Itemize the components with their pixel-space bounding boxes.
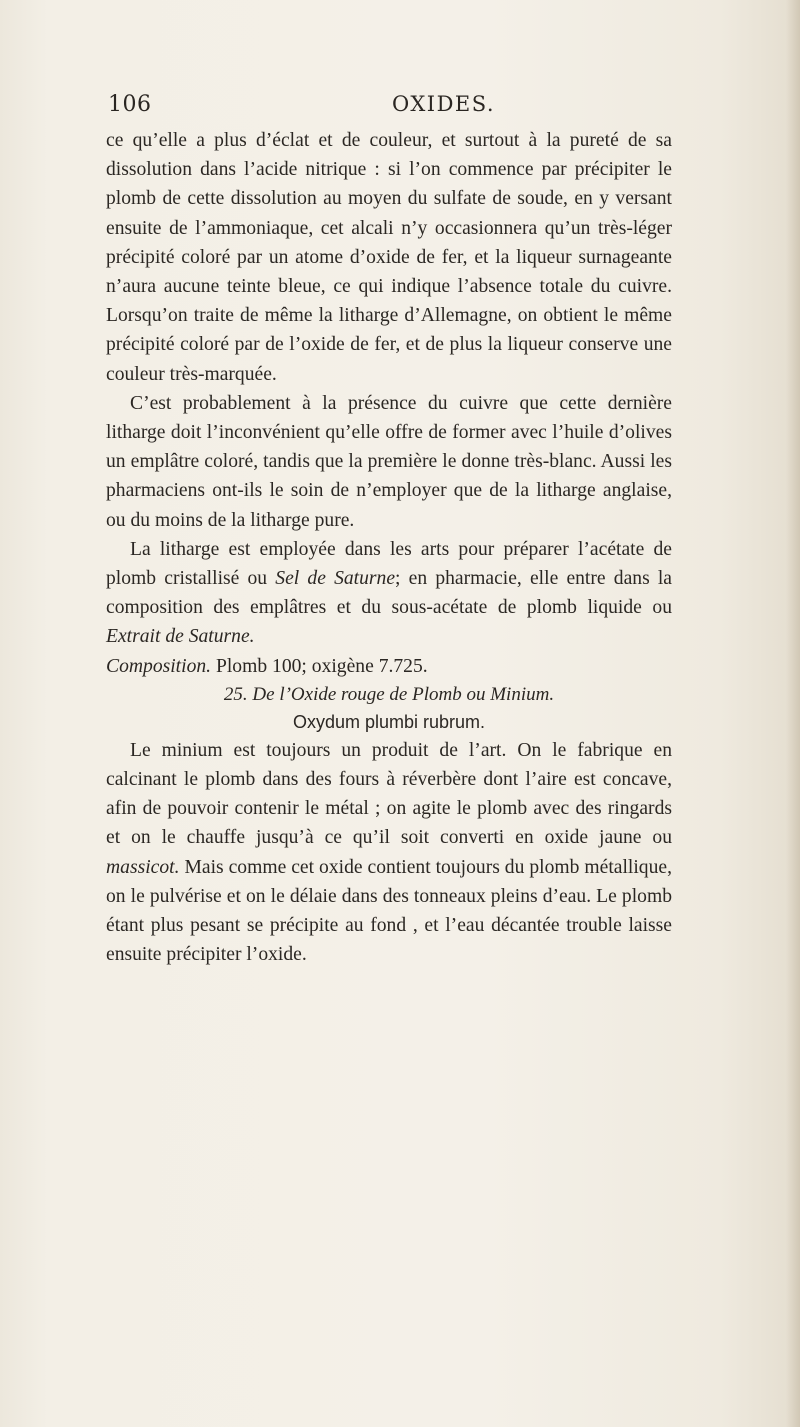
paragraph-4-text-b: Mais comme cet oxide contient toujours du plomb métallique, on le pulvérise et on le délaie dans des tonneaux pleins d’eau. Le plomb étant plus pesant se précipite au fond , et l’eau décantée trouble laisse ensuite précipiter l’oxide. [106, 856, 672, 966]
term-sel-de-saturne: Sel de Saturne [275, 568, 396, 590]
term-extrait-de-saturne: Extrait de Saturne. [106, 626, 255, 648]
paragraph-3 [106, 535, 672, 681]
section-title: De l’Oxide rouge de Plomb ou Minium. [252, 683, 555, 705]
section-heading [106, 681, 672, 708]
composition-label: Composition. [106, 655, 212, 677]
section-latin-name: Oxydum plumbi rubrum. [292, 711, 486, 732]
composition-values: Plomb 100; oxigène 7.725. [211, 655, 428, 677]
term-massicot: massicot. [106, 856, 180, 878]
page-edge-shadow [786, 0, 800, 1427]
paragraph-2: C’est probablement à la présence du cuivre que cette dernière litharge doit l’inconvénient qu’elle offre de former avec l’huile d’olives un emplâtre coloré, tandis que la première le donne très-blanc. Aussi les pharmaciens ont-ils le soin de n’employer que de la litharge anglaise, ou du moins de la litharge pure. [106, 392, 672, 531]
page-header [108, 92, 668, 126]
paragraph-1: ce qu’elle a plus d’éclat et de couleur, et surtout à la pureté de sa dissolution dans l’acide nitrique : si l’on commence par précipiter le plomb de cette dissolution au moyen du sulfate de soude, en y versant ensuite de l’ammoniaque, cet alcali n’y occasionnera qu’un très-léger précipité coloré par un atome d’oxide de fer, et la liqueur surnageante n’aura aucune teinte bleue, ce qui indique l’absence totale du cuivre. Lorsqu’on traite de même la litharge d’Allemagne, on obtient le même précipité coloré par de l’oxide de fer, et de plus la liqueur conserve une couleur très-marquée. [106, 130, 672, 385]
body-text [106, 126, 672, 969]
paragraph-4-text-a: Le minium est toujours un produit de l’art. On le fabrique en calcinant le plomb dans des fours à réverbère dont l’aire est concave, afin de pouvoir contenir le métal ; on agite le plomb avec des ringards et on le chauffe jusqu’à ce qu’il soit converti en oxide jaune ou [106, 739, 672, 849]
paragraph-3-text-a: La litharge est employée dans les arts pour préparer l’acétate de plomb cristallisé ou [106, 538, 672, 590]
paragraph-4 [106, 736, 672, 970]
section-number: 25. [223, 683, 248, 705]
page-number: 106 [108, 92, 152, 117]
running-head: OXIDES. [392, 92, 496, 116]
paragraph-3-text-b: ; en pharmacie, elle entre dans la composition des emplâtres et du sous-acétate de plomb liquide ou [106, 568, 673, 619]
